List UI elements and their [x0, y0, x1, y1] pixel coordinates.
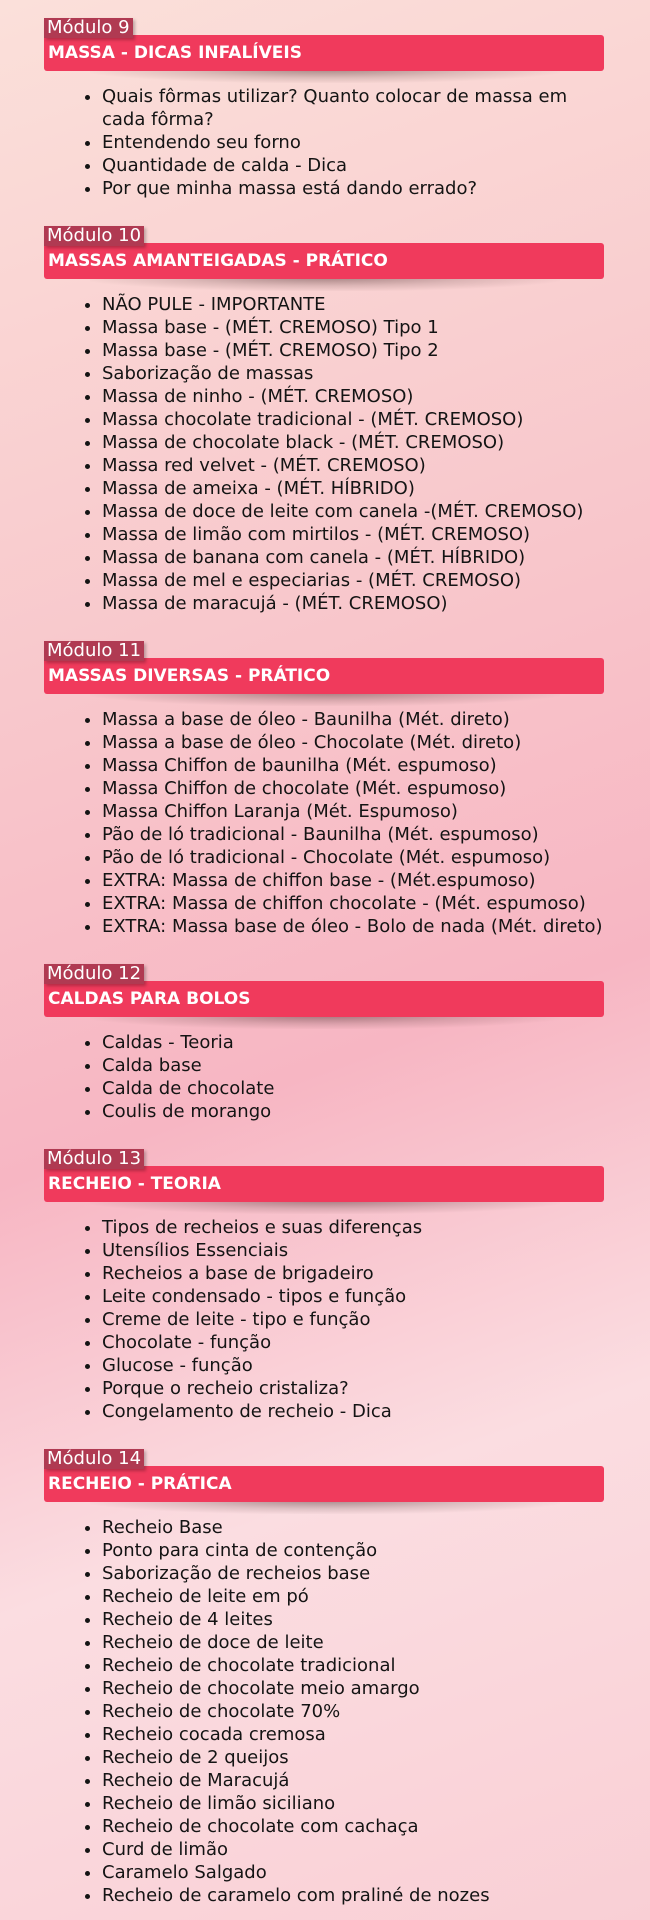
lesson-item: • Saborização de recheios base: [102, 1562, 610, 1585]
section-spacer: [0, 200, 650, 226]
lesson-item: • Massa de ninho - (MÉT. CREMOSO): [102, 385, 610, 408]
lesson-item: • Quais fôrmas utilizar? Quanto colocar de massa em cada fôrma?: [102, 85, 610, 131]
module-title-bar: MASSA - DICAS INFALÍVEIS: [44, 35, 604, 71]
lesson-item: • Glucose - função: [102, 1354, 610, 1377]
lesson-item: • Coulis de morango: [102, 1100, 610, 1123]
lesson-item: • Porque o recheio cristaliza?: [102, 1377, 610, 1400]
module-title-bar: MASSAS AMANTEIGADAS - PRÁTICO: [44, 243, 604, 279]
module-section: [0, 964, 650, 1149]
lesson-item: • Chocolate - função: [102, 1331, 610, 1354]
module-section: [0, 18, 650, 226]
lesson-item: • Calda de chocolate: [102, 1077, 610, 1100]
lesson-item: • Massa chocolate tradicional - (MÉT. CREMOSO): [102, 408, 610, 431]
lesson-item: • Utensílios Essenciais: [102, 1239, 610, 1262]
module-title-bar: CALDAS PARA BOLOS: [44, 981, 604, 1017]
section-spacer: [0, 938, 650, 964]
module-section: [0, 1149, 650, 1449]
lesson-item: • Massa de chocolate black - (MÉT. CREMOSO): [102, 431, 610, 454]
lesson-item: • Recheio de chocolate tradicional: [102, 1654, 610, 1677]
lesson-item: • Recheio de Maracujá: [102, 1769, 610, 1792]
lesson-item: • Massa de maracujá - (MÉT. CREMOSO): [102, 592, 610, 615]
lesson-item: • Massa a base de óleo - Chocolate (Mét. direto): [102, 731, 610, 754]
section-spacer: [0, 615, 650, 641]
section-spacer: [0, 1123, 650, 1149]
lesson-item: • Massa Chiffon de baunilha (Mét. espumoso): [102, 754, 610, 777]
lesson-item: • Recheios a base de brigadeiro: [102, 1262, 610, 1285]
lesson-item: • Leite condensado - tipos e função: [102, 1285, 610, 1308]
lesson-item: • Recheio cocada cremosa: [102, 1723, 610, 1746]
lesson-item: • Massa de doce de leite com canela -(MÉT. CREMOSO): [102, 500, 610, 523]
lesson-item: • Recheio de leite em pó: [102, 1585, 610, 1608]
lesson-item: • Calda base: [102, 1054, 610, 1077]
title-bar-shadow: [90, 1200, 560, 1214]
module-title-bar: MASSAS DIVERSAS - PRÁTICO: [44, 658, 604, 694]
lesson-item: • Recheio Base: [102, 1516, 610, 1539]
lesson-item: • Massa base - (MÉT. CREMOSO) Tipo 2: [102, 339, 610, 362]
lesson-item: • EXTRA: Massa de chiffon chocolate - (Mét. espumoso): [102, 892, 610, 915]
title-bar-shadow: [90, 1500, 560, 1514]
module-section: [0, 226, 650, 641]
lesson-item: • Massa red velvet - (MÉT. CREMOSO): [102, 454, 610, 477]
lesson-item: • Saborização de massas: [102, 362, 610, 385]
lesson-item: • Pão de ló tradicional - Chocolate (Mét. espumoso): [102, 846, 610, 869]
lesson-item: • Entendendo seu forno: [102, 131, 610, 154]
lesson-item: • Curd de limão: [102, 1838, 610, 1861]
lesson-item: • EXTRA: Massa de chiffon base - (Mét.espumoso): [102, 869, 610, 892]
lesson-item: • Ponto para cinta de contenção: [102, 1539, 610, 1562]
lesson-item: • Recheio de chocolate com cachaça: [102, 1815, 610, 1838]
lesson-list: [0, 85, 650, 200]
lesson-item: • Massa base - (MÉT. CREMOSO) Tipo 1: [102, 316, 610, 339]
lesson-item: • NÃO PULE - IMPORTANTE: [102, 293, 610, 316]
lesson-list: [0, 708, 650, 938]
title-bar-shadow: [90, 69, 560, 83]
lesson-item: • Recheio de caramelo com praliné de nozes: [102, 1884, 610, 1907]
lesson-item: • Quantidade de calda - Dica: [102, 154, 610, 177]
lesson-item: • Recheio de chocolate meio amargo: [102, 1677, 610, 1700]
lesson-item: • Recheio de doce de leite: [102, 1631, 610, 1654]
lesson-item: • Massa a base de óleo - Baunilha (Mét. direto): [102, 708, 610, 731]
lesson-item: • Creme de leite - tipo e função: [102, 1308, 610, 1331]
module-number-label: Módulo 14: [44, 1449, 144, 1469]
lesson-item: • Recheio de 4 leites: [102, 1608, 610, 1631]
lesson-item: • Tipos de recheios e suas diferenças: [102, 1216, 610, 1239]
title-bar-shadow: [90, 1015, 560, 1029]
lesson-item: • Massa de banana com canela - (MÉT. HÍBRIDO): [102, 546, 610, 569]
lesson-item: • Recheio de 2 queijos: [102, 1746, 610, 1769]
lesson-item: • Recheio de chocolate 70%: [102, 1700, 610, 1723]
lesson-item: • Por que minha massa está dando errado?: [102, 177, 610, 200]
lesson-item: • Recheio de limão siciliano: [102, 1792, 610, 1815]
lesson-item: • Caldas - Teoria: [102, 1031, 610, 1054]
lesson-item: • Massa de mel e especiarias - (MÉT. CREMOSO): [102, 569, 610, 592]
lesson-item: • Caramelo Salgado: [102, 1861, 610, 1884]
lesson-item: • Massa de limão com mirtilos - (MÉT. CREMOSO): [102, 523, 610, 546]
module-section: [0, 1449, 650, 1907]
lesson-item: • Massa Chiffon de chocolate (Mét. espumoso): [102, 777, 610, 800]
lesson-item: • Congelamento de recheio - Dica: [102, 1400, 610, 1423]
lesson-list: [0, 1516, 650, 1907]
lesson-item: • Massa Chiffon Laranja (Mét. Espumoso): [102, 800, 610, 823]
title-bar-shadow: [90, 277, 560, 291]
title-bar-shadow: [90, 692, 560, 706]
section-spacer: [0, 1423, 650, 1449]
lesson-item: • Pão de ló tradicional - Baunilha (Mét. espumoso): [102, 823, 610, 846]
module-number-label: Módulo 10: [44, 226, 144, 246]
module-number-label: Módulo 13: [44, 1149, 144, 1169]
module-title-bar: RECHEIO - TEORIA: [44, 1166, 604, 1202]
module-number-label: Módulo 12: [44, 964, 144, 984]
lesson-list: [0, 293, 650, 615]
module-number-label: Módulo 9: [44, 18, 133, 38]
module-number-label: Módulo 11: [44, 641, 144, 661]
lesson-list: [0, 1031, 650, 1123]
lesson-list: [0, 1216, 650, 1423]
module-title-bar: RECHEIO - PRÁTICA: [44, 1466, 604, 1502]
lesson-item: • Massa de ameixa - (MÉT. HÍBRIDO): [102, 477, 610, 500]
lesson-item: • EXTRA: Massa base de óleo - Bolo de nada (Mét. direto): [102, 915, 610, 938]
module-section: [0, 641, 650, 964]
